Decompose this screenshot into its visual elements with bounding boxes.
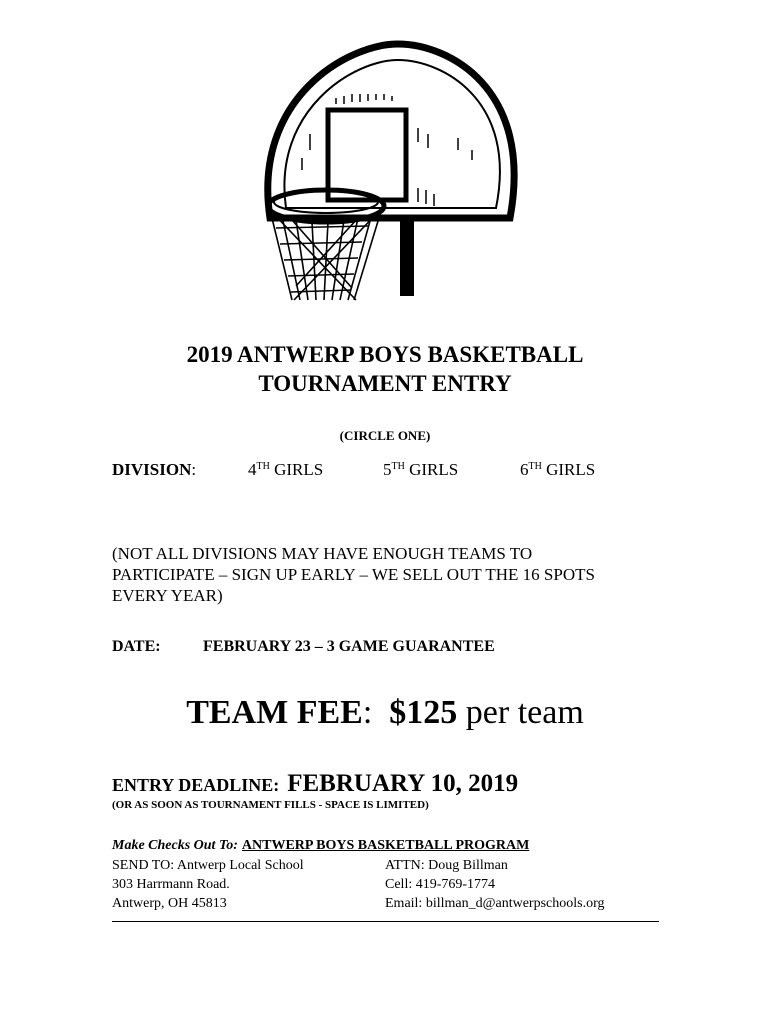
- contact-cell: Cell: 419-769-1774: [385, 877, 496, 892]
- form-subtitle: TOURNAMENT ENTRY: [258, 371, 512, 396]
- mailing-address: SEND TO: Antwerp Local School 303 Harrmann Road. Antwerp, OH 45813: [112, 858, 304, 911]
- checks-label: Make Checks Out To:: [112, 838, 238, 853]
- entry-deadline: [112, 770, 518, 798]
- form-title: 2019 ANTWERP BOYS BASKETBALL: [186, 342, 584, 367]
- date-value: FEBRUARY 23 – 3 GAME GUARANTEE: [203, 638, 495, 655]
- deadline-label: ENTRY DEADLINE:: [112, 775, 280, 795]
- circle-one-note: (CIRCLE ONE): [339, 428, 431, 443]
- fee-amount: $125: [389, 694, 458, 731]
- contact-email: Email: billman_d@antwerpschools.org: [385, 896, 605, 911]
- division-label: DIVISION:: [112, 460, 197, 479]
- date-label: DATE:: [112, 638, 161, 655]
- deadline-value: FEBRUARY 10, 2019: [287, 770, 519, 797]
- bottom-divider: [112, 921, 659, 922]
- division-option-6th-girls[interactable]: 6TH GIRLS: [520, 460, 596, 479]
- division-row: [0, 460, 770, 484]
- team-fee: TEAM FEE: $125 per team: [186, 694, 584, 731]
- basketball-hoop-illustration: [258, 38, 528, 308]
- checks-payable: [112, 838, 529, 854]
- divisions-availability-note: (NOT ALL DIVISIONS MAY HAVE ENOUGH TEAMS TO PARTICIPATE – SIGN UP EARLY – WE SELL OUT THE 16 SPOTS EVERY YEAR): [112, 544, 595, 605]
- division-option-5th-girls[interactable]: 5TH GIRLS: [383, 460, 459, 479]
- contact-info: [385, 856, 605, 913]
- division-option-4th-girls[interactable]: 4TH GIRLS: [248, 460, 324, 479]
- contact-attn: ATTN: Doug Billman: [385, 858, 508, 873]
- checks-payee: ANTWERP BOYS BASKETBALL PROGRAM: [241, 838, 530, 853]
- deadline-note: (OR AS SOON AS TOURNAMENT FILLS - SPACE IS LIMITED): [112, 799, 429, 811]
